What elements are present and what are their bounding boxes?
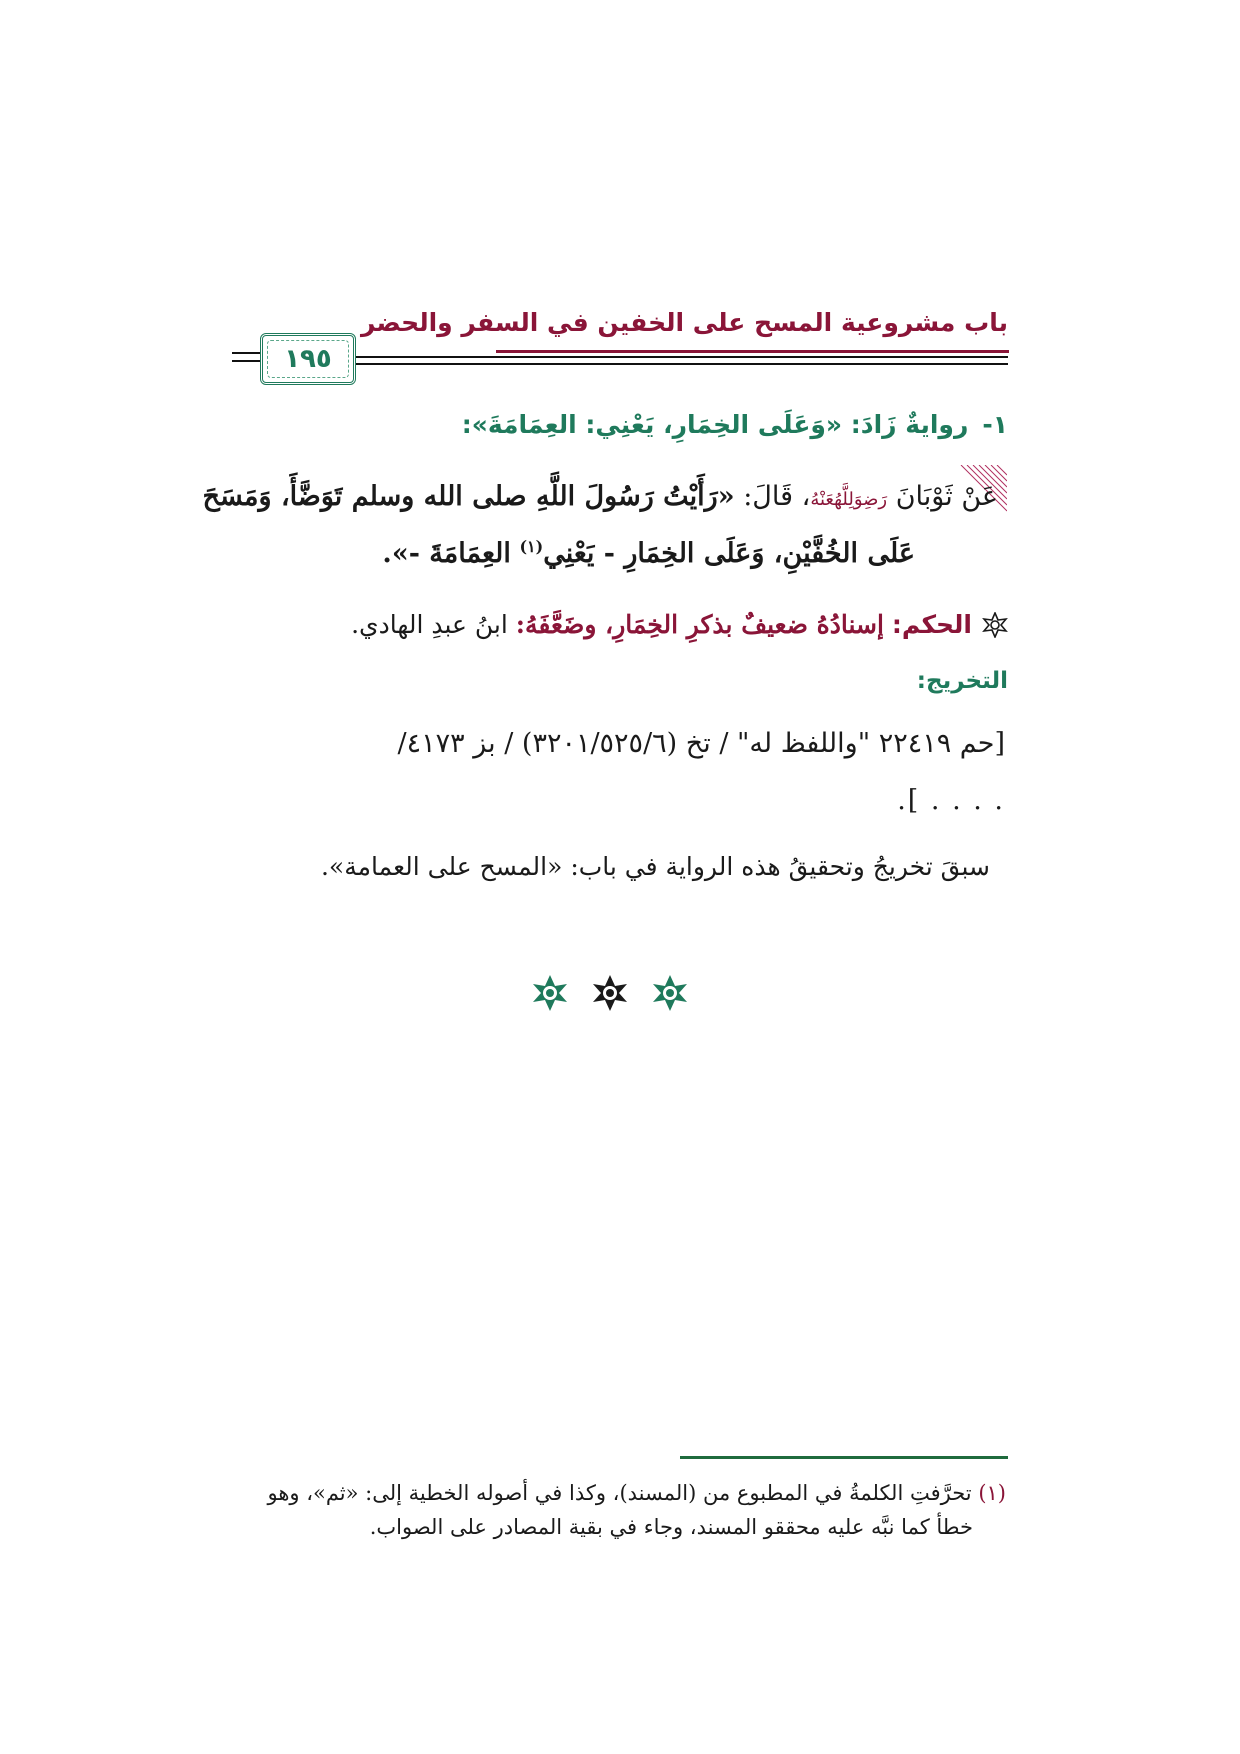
takhrij-references: [حم ٢٢٤١٩ "واللفظ له" / تخ (٣٢٠١/٥٢٥/٦) / بز ٤١٧٣/ — [397, 728, 1005, 759]
takhrij-heading: التخريج: — [916, 668, 1008, 694]
section-end-ornaments — [520, 970, 700, 1016]
hadith-narrator: عَنْ ثَوْبَانَ — [895, 481, 998, 512]
hadith-line-2 — [382, 537, 915, 571]
footnote-line-2: خطأ كما نبَّه عليه محققو المسند، وجاء في بقية المصادر على الصواب. — [369, 1515, 973, 1539]
ornament-flower-icon — [653, 975, 687, 1011]
honorific: رَضِوَلِلَّهُعَنْهُ — [810, 489, 888, 510]
takhrij-references-continued: . . . . ]. — [897, 785, 1005, 816]
page-number-badge — [260, 333, 356, 385]
section-heading — [462, 410, 1008, 439]
title-underline — [496, 350, 1009, 353]
ornament-flower-icon — [533, 975, 567, 1011]
ruling-line — [351, 610, 1008, 639]
hadith-quote-2b: العِمَامَةَ -». — [382, 538, 511, 569]
footnote-line-1 — [267, 1478, 1006, 1510]
footnote-reference: (١) — [519, 537, 544, 556]
chapter-title: باب مشروعية المسح على الخفين في السفر والحضر — [361, 308, 1008, 337]
header-rule-left-2 — [232, 360, 260, 362]
section-heading-text: روايةٌ زَادَ: «وَعَلَى الخِمَارِ، يَعْنِي: العِمَامَةَ»: — [461, 410, 969, 439]
ornament-flower-icon — [982, 612, 1008, 638]
header-rule-right-2 — [356, 363, 1008, 365]
ornament-flower-icon — [593, 975, 627, 1011]
section-number: ١- — [982, 410, 1008, 439]
hadith-said: ، قَالَ: — [743, 481, 811, 512]
footnote-marker: (١) — [978, 1481, 1006, 1505]
ruling-authority: ابنُ عبدِ الهادي. — [351, 610, 508, 639]
header-rule-right — [356, 356, 1008, 358]
cross-reference-note: سبقَ تخريجُ وتحقيقُ هذه الرواية في باب: «المسح على العمامة». — [320, 852, 990, 881]
footnote-text-1: تحرَّفتِ الكلمةُ في المطبوع من (المسند)، وكذا في أصوله الخطية إلى: «ثم»، وهو — [267, 1481, 972, 1505]
ruling-label: الحكم: — [891, 610, 972, 639]
ruling-verdict: إسنادُهُ ضعيفٌ بذكرِ الخِمَارِ، وضَعَّفَهُ: — [515, 610, 884, 639]
page-number: ١٩٥ — [284, 344, 332, 374]
footnote-separator — [680, 1456, 1008, 1459]
hadith-quote-1: «رَأَيْتُ رَسُولَ اللَّهِ صلى الله وسلم تَوَضَّأَ، وَمَسَحَ — [202, 481, 735, 512]
hadith-quote-2a: عَلَى الخُفَّيْنِ، وَعَلَى الخِمَارِ - يَعْنِي — [543, 538, 915, 569]
hadith-line-1 — [203, 480, 998, 514]
header-rule-left — [232, 352, 260, 354]
